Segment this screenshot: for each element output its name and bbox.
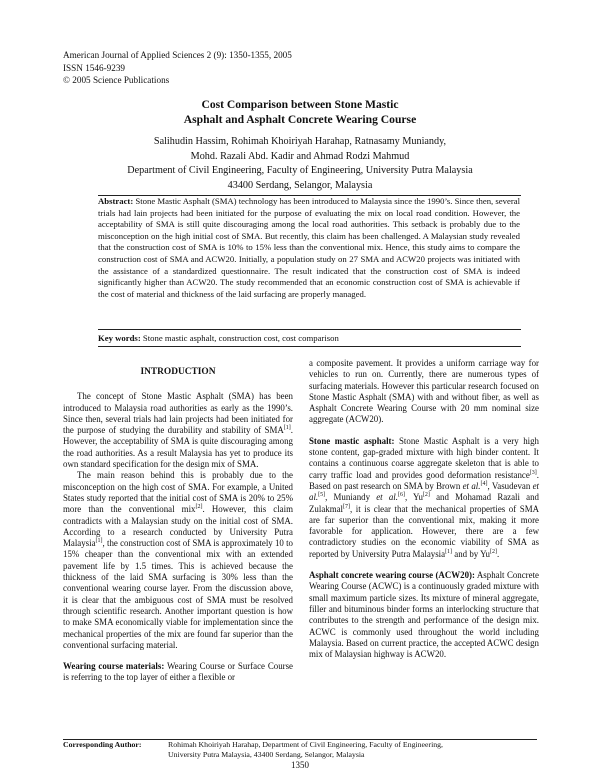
wearing-course-label: Wearing course materials: (63, 661, 165, 672)
keywords (98, 333, 520, 345)
right-paragraph-1: a composite pavement. It provides a uniform carriage way for vehicles to run on. Currently, there are numerous types of surfacing materials. However this particular research focused on Stone Mastic Asphalt (SMA) with and without fiber, as well as Asphalt Concrete Wearing Course with 20 mm nominal size aggregate (ACW20). (309, 358, 539, 425)
page-number: 1350 (291, 760, 309, 770)
sma-paragraph: Stone mastic asphalt: Stone Mastic Asphalt is a very high stone content, gap-graded mixture with high binder content. It contains a continuous coarse aggregate skeleton that is able to carry traffic load and provides good deformation resistance[3]. Based on past research on SMA by Brown et al.[4], Vasudevan et al.[5], Muniandy et al.[6], Yu[2] and Mohamad Razali and Zulakmal[7], it is clear that the mechanical properties of SMA are far superior than the conventional mix, making it more favorable for application. However, there are a few contradictory studies on the economic viability of SMA as reported by University Putra Malaysia[1] and by Yu[2]. (309, 435, 539, 559)
authors-line-1: Salihudin Hassim, Rohimah Khoiriyah Harahap, Ratnasamy Muniandy, (153, 136, 447, 147)
intro-paragraph-2: The main reason behind this is probably due to the misconception on the high cost of SMA. For example, a United States study reported that the initial cost of SMA is 20% to 25% more than the conventional mix[2]. However, this claim contradicts with a Malaysian study on the initial cost of SMA. According to a research conducted by University Putra Malaysia[1], the construction cost of SMA is approximately 10 to 15% cheaper than the conventional mix with an extended pavement life by 1.5 times. This is achieved because the thickness of the laid SMA surfacing is 30% less than the conventional wearing course layer. From the discussion above, it is clear that the ambiguous cost of SMA must be resolved through scientific research. Another important question is how to make SMA economically viable for implementation since the mechanical properties of the mix are found far superior than the conventional surfacing material. (63, 470, 293, 650)
sma-label: Stone mastic asphalt: (309, 435, 395, 446)
issn: ISSN 1546-9239 (63, 62, 126, 73)
keywords-label: Key words: (98, 333, 141, 343)
author-block (0, 135, 600, 193)
intro-paragraph-1: The concept of Stone Mastic Asphalt (SMA) has been introduced to Malaysia road authorities as early as the 1990’s. Since then, several trials had lain projects had been initiated for the purpose of studying the durability and stability of SMA[1]. However, the acceptability of SMA is quite discouraging among the road authorities. As a result Malaysia has yet to produce its own standard specification for the design mix of SMA. (63, 391, 293, 470)
paper-title (0, 97, 600, 127)
wearing-course-paragraph: Wearing course materials: Wearing Course or Surface Course is referring to the top layer of either a flexible or (63, 661, 293, 683)
title-line-2: Asphalt and Asphalt Concrete Wearing Course (183, 113, 417, 126)
copyright: © 2005 Science Publications (63, 75, 170, 85)
abstract-text: Stone Mastic Asphalt (SMA) technology has been introduced to Malaysia since the 1990’s. Since then, several trials had lain projects had been initiated for the purpose of evaluating the mix on local road condition. However, the acceptability of SMA is still quite discouraging among the local road authorities. This setback is probably due to the misconception on the high initial cost of SMA. But recently, this claim has been challenged. A Malaysian study revealed that the construction cost of SMA is 10% to 15% less than the conventional mix. Hence, this study aims to compare the construction cost of SMA and ACW20. Initially, a population study on 27 SMA and ACW20 projects was initiated with the assistance of a standardized questionnaire. The result indicated that the construction cost of SMA is indeed significantly higher than ACW20. The study recommended that an economic construction cost of SMA is achievable if the cost of material and thickness of the laid surfacing are properly managed. (98, 196, 520, 299)
abstract (98, 196, 520, 300)
abstract-label: Abstract: (98, 196, 134, 206)
title-line-1: Cost Comparison between Stone Mastic (201, 98, 399, 111)
abstract-bottom-rule (98, 329, 521, 330)
corresponding-author (63, 740, 543, 759)
corresponding-author-line-1: Rohimah Khoiriyah Harahap, Department of Civil Engineering, Faculty of Engineering, (168, 740, 443, 749)
corresponding-author-label: Corresponding Author: (63, 740, 142, 749)
authors-line-2: Mohd. Razali Abd. Kadir and Ahmad Rodzi Mahmud (190, 150, 410, 162)
left-column (63, 367, 293, 684)
acw-label: Asphalt concrete wearing course (ACW20): (309, 570, 475, 581)
introduction-heading: INTRODUCTION (140, 367, 216, 377)
journal-citation: American Journal of Applied Sciences 2 (9): 1350-1355, 2005 (63, 50, 292, 60)
affiliation-line-1: Department of Civil Engineering, Faculty of Engineering, University Putra Malaysia (127, 165, 473, 176)
corresponding-author-line-2: University Putra Malaysia, 43400 Serdang, Selangor, Malaysia (168, 749, 365, 759)
keywords-bottom-rule (98, 346, 521, 347)
right-column (309, 358, 539, 660)
journal-header (63, 49, 292, 87)
acw-paragraph: Asphalt concrete wearing course (ACW20): Asphalt Concrete Wearing Course (ACWC) is a continuously graded mixture with small maximum particle sizes. Its mixture of mineral aggregate, filler and bituminous binder forms an interlocking structure that contributes to the strength and performance of the design mix. ACWC is commonly used throughout the world including Malaysia. Based on current practice, the accepted ACWC design mix of Malaysian highway is ACW20. (309, 570, 539, 660)
keywords-text: Stone mastic asphalt, construction cost, cost comparison (142, 333, 339, 343)
affiliation-line-2: 43400 Serdang, Selangor, Malaysia (227, 179, 373, 191)
